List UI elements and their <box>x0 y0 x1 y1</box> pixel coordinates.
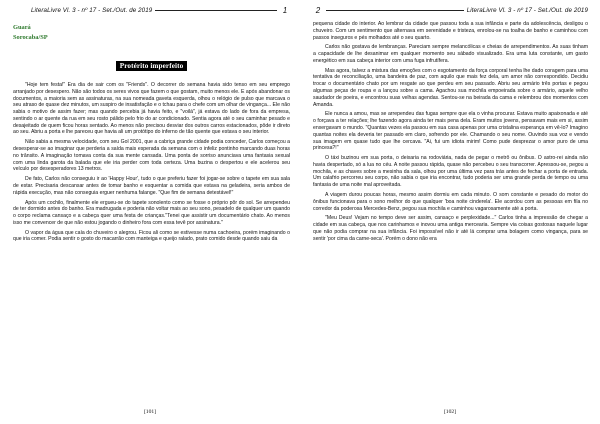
paragraph: "Meu Deus! Vejam no tempo deve ser assim, cansaço e perplexidade..." Carlos tinha a impressão de chegar a cidade em sua cabeça, que nos carinhamos e inovou uma antiga mercearia. Sempre via coisas gostosas naquele lugar que não podia comprar na sua infância. Foi impossível não ir até lá comprar uma bolagem como vingança, para se sentir 'por cima da carne-seca'. Porém o dono não era <box>313 215 588 242</box>
header-page-number: 1 <box>282 6 288 15</box>
header-rule <box>326 10 464 11</box>
paragraph: O vapor da água que caía do chuveiro o alegrou. Ficou ali como se estivesse numa cachoeira, porém imaginando o que iria comer. Podia sentir o gosto do macarrão com manteiga e queijo ralado, prato comido desde quando saiu da <box>13 229 290 243</box>
paragraph: "Hoje tem festa!" Era dia de sair com os "Friends". O decorrer do semana havia sido tenso em seu emprego arranjado por desespero. Não são todos os seres vivos que fazem o que gostam, muito menos ele. E após abandonar os documentos, a maioria sem as assinaturas, na sua nomeada gaveta esquerda, olhou o relógio de pulso que marcava o seu atraso de quase dez minutos, um suspiro de insatisfação e o tchau para o chefe com um olhar de vingança... Ele não sabia o motivo de assim fazer; mas quando percebia já havia feito, e "voilá", já estava do lado de fora da empresa, sentindo o ar quente da rua em seu rosto pálido pelo frio do ar condicionado. Sentia agora até o seu caminhar pesado e desajeitado de quem ficou horas sentado. Ao menos não precisou desviar dos outros carros estacionados, pôde ir direto ao seu. Abriu a porta e lhe pareceu que havia ali um protótipo do inferno de tão quente que estava o seu interior. <box>13 82 290 136</box>
story-title-wrap <box>13 55 290 73</box>
paragraph: De fato, Carlos não conseguiu ir ao 'Happy Hour', tudo o que preferiu fazer foi jogar-se sobre o tapete em sua sala de estar. Precisaria descansar antes de tomar banho e esquentar a comida que estava na geladeira, seria ambos de rápida execução, mas não conseguia erguer nenhuma falange. "Que fim de semana detestável!" <box>13 176 290 196</box>
paragraph: pequena cidade do interior. Ao lembrar da cidade que passou toda a sua infância e parte da adolescência, desligou o chuveiro. Com um sentimento que alternava em serenidade e tristeza, enrolou-se na toalha de banho e caminhou com passos inseguros e pés molhados até o seu quarto. <box>313 21 588 41</box>
header-title: LiteraLivre Vl. 3 - nº 17 - Set./Out. de 2019 <box>466 7 588 14</box>
paragraph: Mas agora, talvez a mistura das emoções com o esgotamento da força corporal tenha lhe dado coragem para uma tentativa de reconciliação, uma bandeira de paz, com aquilo que mais fez dela, um amor não correspondido. Decidiu trocar o documentário chato por um resgate ao que perdeu em seu passado. Abriu seu armário três portas e pegou algumas peças de roupa e a lançou sobre a cama. Agachou sua mochila empoeirada sobre o armário, aquele velho saudador de poeira, e encontrou suas velhas agendas. Sentou-se na beirada da cama e relembrou dos momentos com Amanda. <box>313 67 588 108</box>
page-folio-right: [102] <box>443 409 457 415</box>
right-page <box>300 0 600 424</box>
author-name: Guará <box>13 24 31 31</box>
left-body <box>13 82 290 243</box>
running-header-left <box>13 6 290 15</box>
header-page-number: 2 <box>315 6 321 15</box>
author-city: Sorocaba/SP <box>13 34 48 41</box>
header-title: LiteraLivre Vl. 3 - nº 17 - Set./Out. de 2019 <box>31 7 153 14</box>
paragraph: Após um cochilo, finalmente ele ergueu-se do tapete sonolento como se fosse o próprio pôr do sol. Se arrependeu de ter dormido antes do banho. Era madrugada e poderia não voltar mais ao seu sono, pesadelo de qualquer um quando o corpo reclama cansaço e a cabeça quer uma festa de crianças."Tenei que assistir um documentário chato. Ao menos isso me convencer de que não estou jogando o dinheiro fora com essa tevê por assinatura." <box>13 199 290 226</box>
right-body <box>313 21 588 242</box>
story-title: Protérito imperfeito <box>116 61 188 71</box>
paragraph: Carlos não gostava de lembranças. Pareciam sempre melancólicas e cheias de arrependimentos. As suas tinham a capacidade de lhe desanimar em qualquer momento seu sábado visualizado. Era uma luta constante, um gasto energético em sua cabeça interior com uma fuga infrutífera. <box>313 44 588 64</box>
paragraph: A viagem durou poucas horas, mesmo assim dormiu em cada minuto. O som constante e pesado do motor do ônibus funcionava para o sono melhor do que qualquer 'boa noite cinderela'. Ele acordou com as pessoas em fila no corredor da poderosa Mercedes-Benz, pegou sua mochila e caminhou vagarosamente até a porta. <box>313 191 588 212</box>
running-header-right <box>313 6 588 15</box>
paragraph: O táxi buzinou em sua porta, o deixaria na rodoviária, nada de pegar o metrô ou ônibus. O astro-rei ainda não havia despertado, só a lua no céu. A noite passou rápida, quase não percebeu o seu transcorrer. Apressou-se, pegou a mochila, e as chaves sobre a mesinha da sala, olhou por uma última vez para trás antes de fechar a porta de entrada. Um calafrio percorreu seu corpo, não sabia o que iria encontrar, tudo poderia ser uma grande perda de tempo ou uma fantasia de uma noite mal aproveitada. <box>313 155 588 189</box>
page-folio-left: [101] <box>143 409 157 415</box>
paragraph: Ele nunca a amou, mas se arrependeu das fugas sempre que ela o vinha procurar. Estava muito apaixonada e até o forçava a ter relações; lhe fazendo agora ainda ter mais pena dela. Eram muitos jovens, pensavam mais em si, assim enxergavam o mundo. "Quantas vezes ela passou em sua casa apenas por uma cristalina esperança em vê-lo? Imagino quantas noites ela deveria ter passado em claro, sofrendo por ele. Chamando o seu nome. Ouvindo sua voz e vendo sua imagem em quase tudo que lhe cercava. "Ai, fui um idiota mirim! Como pude desprezar o amor puro de uma princesa?!" <box>313 111 589 152</box>
header-rule <box>155 10 277 11</box>
paragraph: Não sabia a mesma velocidade, com seu Gol 2001, que a cabriça grande cidade podia conceder, Carlos começou a desesperar-se ao imaginar que perderia a saída mais esperada da semana com o infeliz pontinho marcando duas horas no trânsito. A imaginação tomava conta da sua mente cansada. Uma ponta de sorriso anunciava uma fantasia sexual com uma linda garota da balada que ele iria perder com toda certeza. Uma buzina o despertou e ele acelerou seu veículo por desesperadores 13 metros. <box>13 139 290 173</box>
